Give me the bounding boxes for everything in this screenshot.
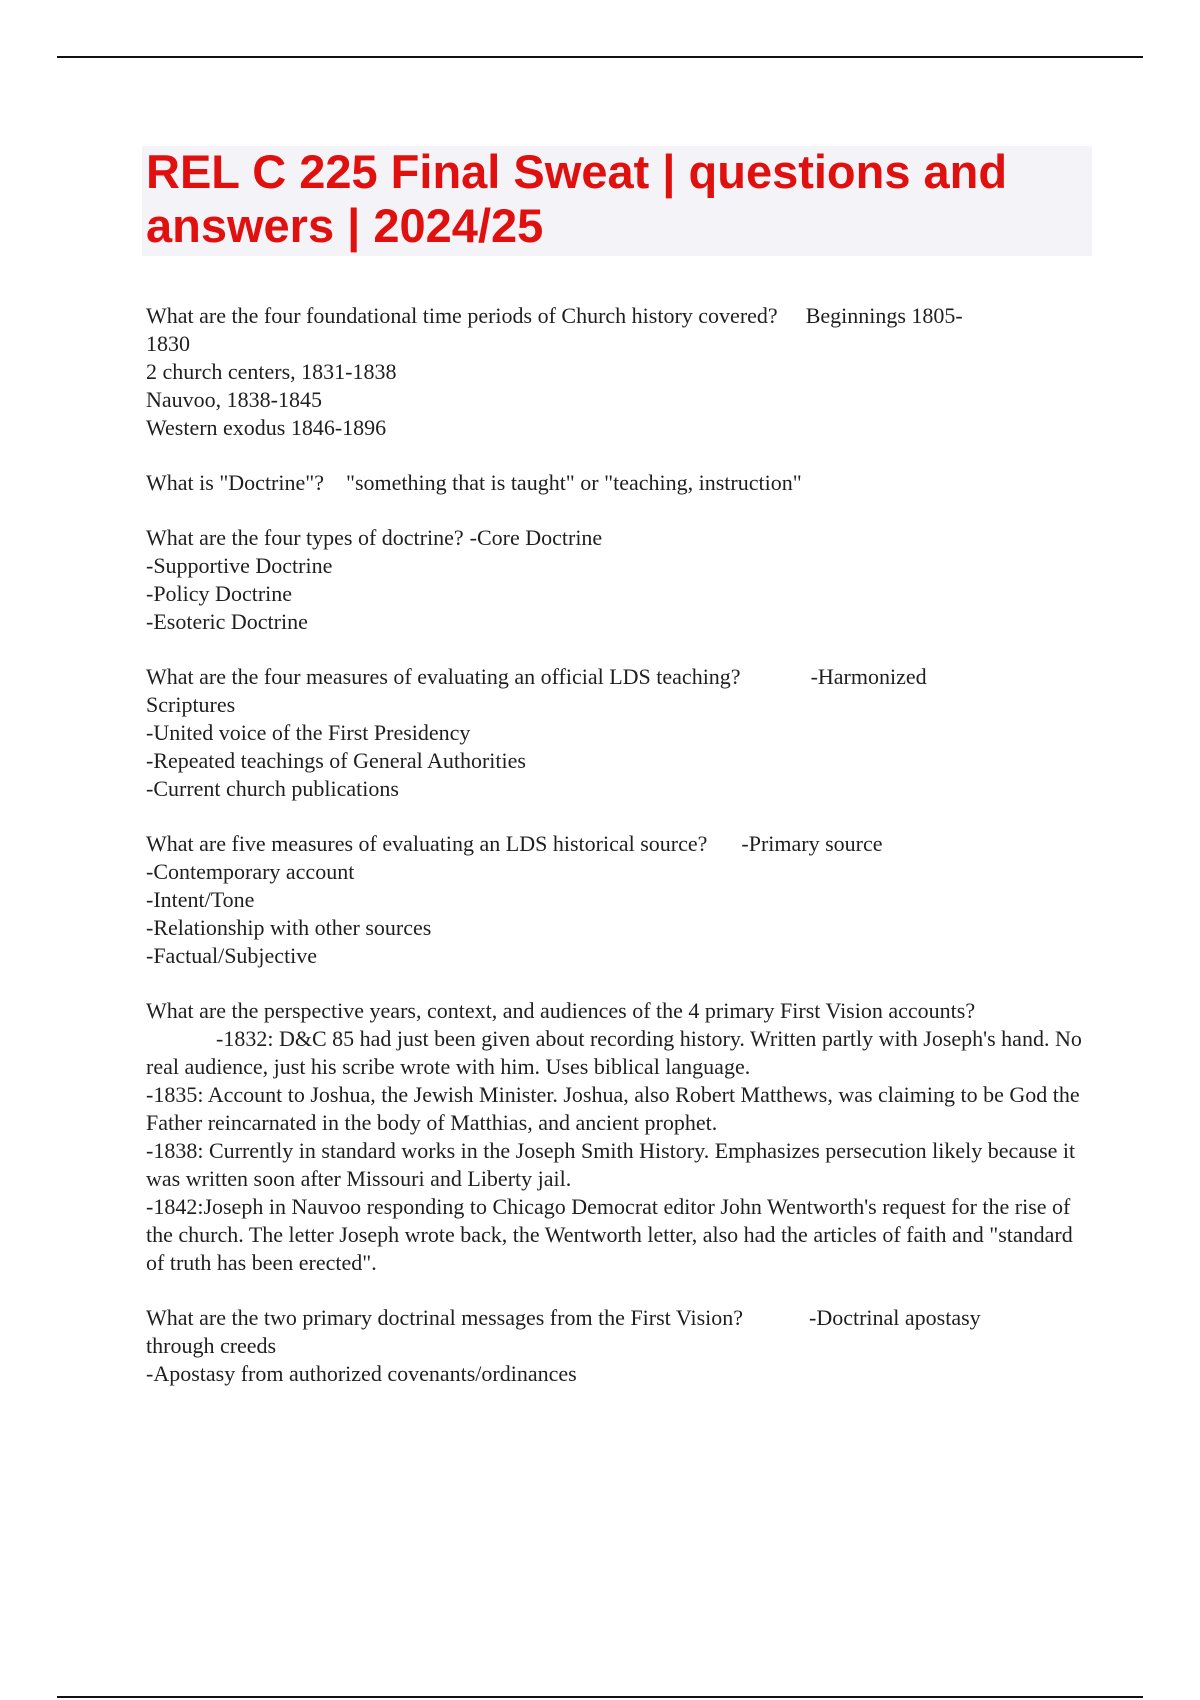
qa-item-4 — [146, 663, 1086, 803]
answer-line: 1830 — [146, 331, 190, 356]
answer-first-line: -Core Doctrine — [469, 525, 603, 550]
answer-line: -Policy Doctrine — [146, 581, 293, 606]
answer-line: -1838: Currently in standard works in the Joseph Smith History. Emphasizes persecution likely because it was written soon after Missouri and Liberty jail. — [146, 1138, 1076, 1191]
question-text: What are the perspective years, context, and audiences of the 4 primary First Vision accounts? — [146, 998, 976, 1023]
answer-line: -Current church publications — [146, 776, 399, 801]
answer-line: -Contemporary account — [146, 859, 355, 884]
qa-list — [146, 302, 1086, 1415]
answer-line: Scriptures — [146, 692, 236, 717]
answer-first-line: -1832: D&C 85 had just been given about recording history. Written partly with Joseph's hand. No real audience, just his scribe wrote with him. Uses biblical language. — [146, 1026, 1082, 1079]
qa-item-2 — [146, 469, 1086, 497]
footer-rule — [57, 1696, 1143, 1698]
qa-item-6 — [146, 997, 1086, 1277]
qa-item-3 — [146, 524, 1086, 636]
answer-first-line: -Doctrinal apostasy — [809, 1305, 981, 1330]
question-text: What are five measures of evaluating an LDS historical source? — [146, 831, 708, 856]
question-text: What are the four measures of evaluating an official LDS teaching? — [146, 664, 741, 689]
document-title: REL C 225 Final Sweat | questions and answers | 2024/25 — [146, 145, 1008, 252]
question-text: What are the four foundational time periods of Church history covered? — [146, 303, 778, 328]
qa-item-1 — [146, 302, 1086, 442]
answer-line: Nauvoo, 1838-1845 — [146, 387, 322, 412]
answer-line: -Esoteric Doctrine — [146, 609, 308, 634]
answer-line: -Repeated teachings of General Authorities — [146, 748, 526, 773]
answer-line: -Factual/Subjective — [146, 943, 318, 968]
qa-item-7 — [146, 1304, 1086, 1388]
answer-line: -1842:Joseph in Nauvoo responding to Chicago Democrat editor John Wentworth's request for the rise of the church. The letter Joseph wrote back, the Wentworth letter, also had the articles of faith and "standard of truth has been erected". — [146, 1194, 1073, 1275]
answer-line: through creeds — [146, 1333, 277, 1358]
answer-line: -Relationship with other sources — [146, 915, 432, 940]
answer-line: -Apostasy from authorized covenants/ordinances — [146, 1361, 577, 1386]
answer-line: -1835: Account to Joshua, the Jewish Minister. Joshua, also Robert Matthews, was claiming to be God the Father reincarnated in the body of Matthias, and ancient prophet. — [146, 1082, 1080, 1135]
answer-line: -Intent/Tone — [146, 887, 255, 912]
question-text: What are the two primary doctrinal messages from the First Vision? — [146, 1305, 744, 1330]
answer-line: 2 church centers, 1831-1838 — [146, 359, 397, 384]
question-text: What are the four types of doctrine? — [146, 525, 464, 550]
qa-item-5 — [146, 830, 1086, 970]
answer-first-line: "something that is taught" or "teaching, instruction" — [346, 470, 802, 495]
question-text: What is "Doctrine"? — [146, 470, 325, 495]
answer-first-line: Beginnings 1805- — [805, 303, 963, 328]
answer-first-line: -Harmonized — [810, 664, 927, 689]
header-rule — [57, 56, 1143, 58]
answer-line: Western exodus 1846-1896 — [146, 415, 387, 440]
answer-line: -Supportive Doctrine — [146, 553, 333, 578]
answer-first-line: -Primary source — [741, 831, 883, 856]
answer-line: -United voice of the First Presidency — [146, 720, 471, 745]
